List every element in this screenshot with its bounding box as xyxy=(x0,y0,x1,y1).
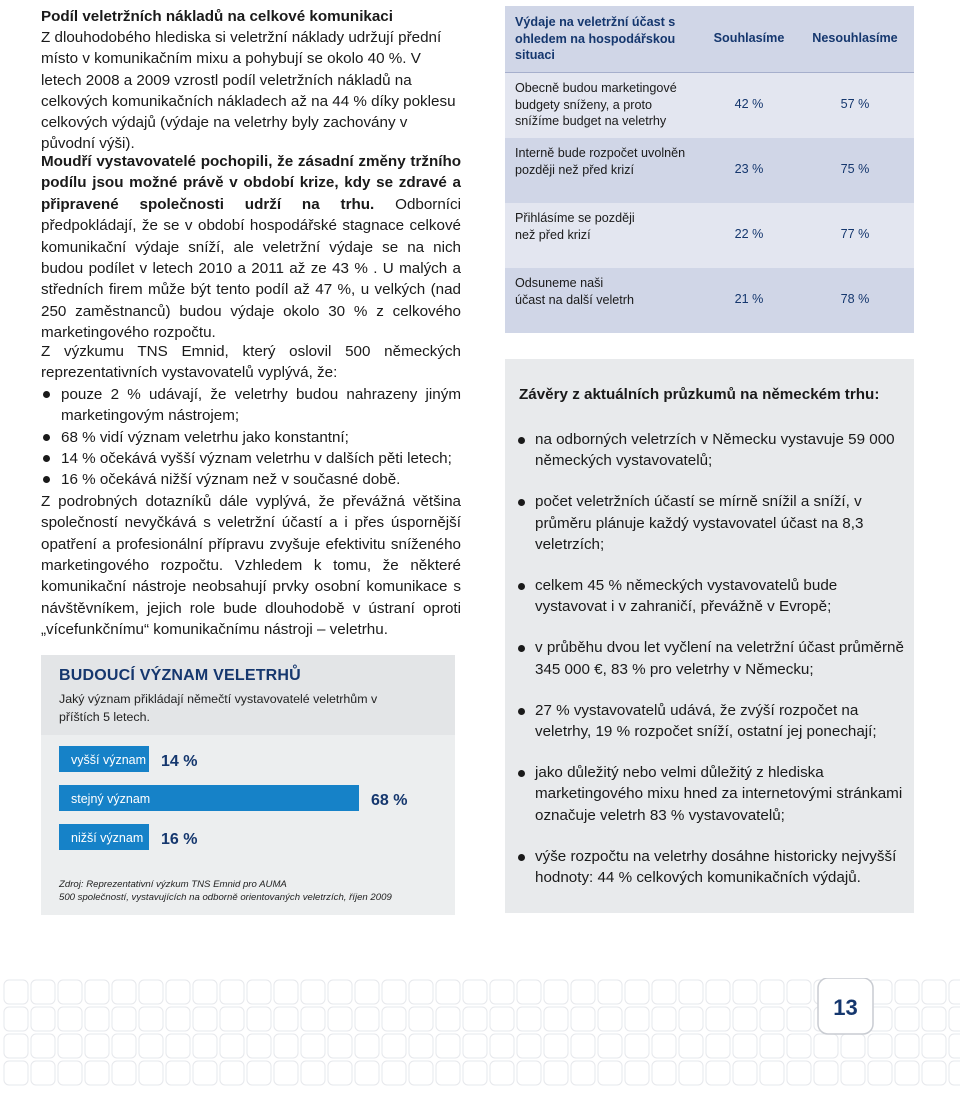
table-cell-statement: Interně bude rozpočet uvolněn později než před krizí xyxy=(515,146,686,177)
grid-cell xyxy=(760,1007,784,1031)
grid-cell xyxy=(733,1007,757,1031)
grid-cell xyxy=(328,1034,352,1058)
survey-table xyxy=(505,6,914,332)
intro-heading: Podíl veletržních nákladů na celkové komunikaci xyxy=(41,8,393,25)
grid-cell xyxy=(4,980,28,1004)
grid-pattern xyxy=(4,980,960,1085)
grid-cell xyxy=(517,980,541,1004)
grid-cell xyxy=(193,1007,217,1031)
table-header-row xyxy=(505,6,914,72)
grid-cell xyxy=(274,1007,298,1031)
grid-cell xyxy=(31,1007,55,1031)
page-number: 13 xyxy=(833,995,858,1020)
grid-cell xyxy=(895,980,919,1004)
grid-cell xyxy=(652,980,676,1004)
grid-cell xyxy=(598,1007,622,1031)
crisis-bold-text: Moudří vystavovatelé pochopili, že zásadní změny tržního podílu jsou možné právě v období krize, kdy se zdravé a připravené společnosti udrží na trhu. xyxy=(41,153,461,213)
grid-cell xyxy=(58,1034,82,1058)
grid-cell xyxy=(382,980,406,1004)
table-row xyxy=(505,73,914,138)
grid-cell xyxy=(571,1061,595,1085)
chart-title: BUDOUCÍ VÝZNAM VELETRHŮ xyxy=(59,667,301,684)
bar-category-label: stejný význam xyxy=(71,792,151,806)
grid-cell xyxy=(679,1007,703,1031)
grid-cell xyxy=(679,980,703,1004)
grid-cell xyxy=(355,1007,379,1031)
grid-cell xyxy=(463,1061,487,1085)
grid-cell xyxy=(85,1007,109,1031)
grid-cell xyxy=(409,1007,433,1031)
table-cell-disagree: 78 % xyxy=(840,292,870,306)
grid-cell xyxy=(301,1061,325,1085)
grid-cell xyxy=(31,1061,55,1085)
chart-subtitle: Jaký význam přikládají němečtí vystavovatelé veletrhům v příštích 5 letech. xyxy=(59,692,378,724)
conclusions-list xyxy=(515,429,907,908)
grid-cell xyxy=(85,1061,109,1085)
grid-cell xyxy=(328,1007,352,1031)
grid-cell xyxy=(139,980,163,1004)
chart-source-line: 500 společností, vystavujících na odborně orientovaných veletrzích, říjen 2009 xyxy=(59,892,392,903)
table-header-statement: Výdaje na veletržní účast s ohledem na hospodářskou situaci xyxy=(515,15,676,62)
grid-cell xyxy=(949,1007,960,1031)
grid-cell xyxy=(31,980,55,1004)
grid-cell xyxy=(166,1007,190,1031)
grid-cell xyxy=(355,980,379,1004)
table-cell-statement: Obecně budou marketingové budgety sníženy, a proto snížíme budget na veletrhy xyxy=(515,81,677,128)
grid-cell xyxy=(652,1061,676,1085)
grid-cell xyxy=(625,980,649,1004)
crisis-text: Odborníci předpokládají, že se v období hospodářské stagnace celkové komunikační výdaje sníží, ale veletržní výdaje se na nich budou podílet v letech 2010 a 2011 až ze 43 % . U malých a středních firem může být tento podíl až 47 %, u velkých (nad 250 zaměstnanců) budou výdaje okolo 30 % z celkového marketingového rozpočtu. xyxy=(41,195,461,342)
grid-cell xyxy=(382,1034,406,1058)
grid-cell xyxy=(571,1007,595,1031)
grid-cell xyxy=(490,1034,514,1058)
grid-cell xyxy=(463,980,487,1004)
grid-cell xyxy=(760,980,784,1004)
grid-cell xyxy=(463,1034,487,1058)
grid-cell xyxy=(517,1007,541,1031)
grid-cell xyxy=(4,1061,28,1085)
bar-chart-svg xyxy=(41,735,455,875)
bar-category-label: nižší význam xyxy=(71,831,144,845)
grid-cell xyxy=(922,1061,946,1085)
table-row xyxy=(505,138,914,203)
grid-cell xyxy=(679,1034,703,1058)
grid-cell xyxy=(409,1034,433,1058)
bar-value-label: 14 % xyxy=(161,753,198,770)
list-item: v průběhu dvou let vyčlení na veletržní účast průměrně 345 000 €, 83 % pro veletrhy v Německu; xyxy=(515,637,907,679)
survey-bullet-list xyxy=(41,384,461,491)
list-item: výše rozpočtu na veletrhy dosáhne historicky nejvyšší hodnoty: 44 % celkových komunikačních výdajů. xyxy=(515,846,907,888)
grid-cell xyxy=(355,1034,379,1058)
grid-cell xyxy=(517,1061,541,1085)
grid-cell xyxy=(787,1034,811,1058)
table-cell-statement: Přihlásíme se později než před krizí xyxy=(515,211,635,242)
grid-cell xyxy=(652,1007,676,1031)
table-cell-agree: 21 % xyxy=(734,292,764,306)
grid-cell xyxy=(949,980,960,1004)
bar-category-label: vyšší význam xyxy=(71,753,147,767)
grid-cell xyxy=(598,980,622,1004)
grid-cell xyxy=(85,980,109,1004)
grid-cell xyxy=(733,980,757,1004)
grid-cell xyxy=(922,1007,946,1031)
grid-cell xyxy=(166,980,190,1004)
grid-cell xyxy=(625,1034,649,1058)
list-item: jako důležitý nebo velmi důležitý z hlediska marketingového mixu hned za internetovými stránkami označuje veletrh 83 % vystavovatelů; xyxy=(515,762,907,826)
grid-cell xyxy=(733,1034,757,1058)
grid-cell xyxy=(301,980,325,1004)
grid-cell xyxy=(4,1034,28,1058)
grid-cell xyxy=(112,1007,136,1031)
grid-cell xyxy=(841,1061,865,1085)
grid-cell xyxy=(409,980,433,1004)
survey-intro: Z výzkumu TNS Emnid, který oslovil 500 německých reprezentativních vystavovatelů vyplývá, že: xyxy=(41,343,461,382)
grid-cell xyxy=(220,1061,244,1085)
grid-cell xyxy=(4,1007,28,1031)
grid-cell xyxy=(463,1007,487,1031)
grid-cell xyxy=(490,1007,514,1031)
grid-cell xyxy=(895,1007,919,1031)
grid-cell xyxy=(544,1034,568,1058)
grid-cell xyxy=(706,1007,730,1031)
grid-cell xyxy=(31,1034,55,1058)
crisis-paragraph xyxy=(41,151,461,344)
grid-cell xyxy=(139,1007,163,1031)
grid-cell xyxy=(787,980,811,1004)
grid-cell xyxy=(436,1034,460,1058)
grid-cell xyxy=(544,980,568,1004)
future-importance-chart xyxy=(41,655,455,915)
grid-cell xyxy=(598,1034,622,1058)
grid-cell xyxy=(193,1061,217,1085)
grid-cell xyxy=(733,1061,757,1085)
grid-cell xyxy=(193,1034,217,1058)
grid-cell xyxy=(247,1007,271,1031)
grid-cell xyxy=(139,1061,163,1085)
grid-cell xyxy=(328,1061,352,1085)
grid-cell xyxy=(58,1007,82,1031)
list-item: na odborných veletrzích v Německu vystavuje 59 000 německých vystavovatelů; xyxy=(515,429,907,471)
grid-cell xyxy=(544,1007,568,1031)
grid-cell xyxy=(598,1061,622,1085)
grid-cell xyxy=(112,1034,136,1058)
grid-cell xyxy=(85,1034,109,1058)
table-cell-disagree: 75 % xyxy=(840,162,870,176)
grid-cell xyxy=(166,1061,190,1085)
grid-cell xyxy=(436,1061,460,1085)
grid-cell xyxy=(490,980,514,1004)
grid-cell xyxy=(706,980,730,1004)
grid-cell xyxy=(301,1007,325,1031)
grid-cell xyxy=(193,980,217,1004)
table-row xyxy=(505,268,914,333)
grid-cell xyxy=(382,1061,406,1085)
grid-cell xyxy=(571,1034,595,1058)
grid-cell xyxy=(247,980,271,1004)
grid-cell xyxy=(652,1034,676,1058)
table-cell-agree: 22 % xyxy=(734,227,764,241)
list-item: 14 % očekává vyšší význam veletrhu v dalších pěti letech; xyxy=(41,448,461,469)
grid-cell xyxy=(112,980,136,1004)
list-item: celkem 45 % německých vystavovatelů bude vystavovat i v zahraničí, převážně v Evropě; xyxy=(515,575,907,617)
intro-text: Z dlouhodobého hlediska si veletržní náklady udržují přední místo v komunikačním mixu a pohybují se okolo 40 %. V letech 2008 a 2009 vzrostl podíl veletržních nákladů na celkových komunikačních nákladech až na 44 % díky poklesu celkových výdajů (výdaje na veletrhy byly zachovány v původní výši). xyxy=(41,29,456,153)
survey-paragraph xyxy=(41,341,461,641)
chart-source xyxy=(59,878,392,904)
grid-cell xyxy=(58,980,82,1004)
grid-cell xyxy=(328,980,352,1004)
chart-source-line: Zdroj: Reprezentativní výzkum TNS Emnid pro AUMA xyxy=(59,879,287,890)
grid-cell xyxy=(814,1061,838,1085)
grid-cell xyxy=(814,1034,838,1058)
grid-cell xyxy=(679,1061,703,1085)
table-header-agree: Souhlasíme xyxy=(713,31,785,45)
grid-cell xyxy=(436,1007,460,1031)
grid-cell xyxy=(490,1061,514,1085)
grid-cell xyxy=(787,1061,811,1085)
list-item: 27 % vystavovatelů udává, že zvýší rozpočet na veletrhy, 19 % rozpočet sníží, ostatní jej ponechají; xyxy=(515,700,907,742)
table-row xyxy=(505,203,914,268)
grid-cell xyxy=(139,1034,163,1058)
grid-cell xyxy=(760,1061,784,1085)
conclusions-box xyxy=(505,359,914,913)
grid-cell xyxy=(922,1034,946,1058)
grid-cell xyxy=(247,1061,271,1085)
grid-cell xyxy=(220,1034,244,1058)
grid-cell xyxy=(112,1061,136,1085)
grid-cell xyxy=(517,1034,541,1058)
table-header-disagree: Nesouhlasíme xyxy=(812,31,898,45)
survey-outro: Z podrobných dotazníků dále vyplývá, že převážná většina společností nevyčkává s veletržní účastí a i přes úspornější opatření a profesionální přípravu zvyšuje efektivitu sníženého marketingového rozpočtu. Vzhledem k tomu, že některé komunikační nástroje neobsahují prvky osobní komunikace s návštěvníkem, jejich role bude dlouhodobě v ústraní oproti „vícefunkčnímu“ komunikačnímu nástroji – veletrhu. xyxy=(41,492,461,639)
grid-cell xyxy=(247,1034,271,1058)
grid-cell xyxy=(274,980,298,1004)
list-item: 68 % vidí význam veletrhu jako konstantní; xyxy=(41,427,461,448)
grid-cell xyxy=(949,1061,960,1085)
list-item: pouze 2 % udávají, že veletrhy budou nahrazeny jiným marketingovým nástrojem; xyxy=(41,384,461,427)
chart-body xyxy=(41,735,455,915)
grid-cell xyxy=(436,980,460,1004)
grid-cell xyxy=(355,1061,379,1085)
grid-cell xyxy=(922,980,946,1004)
intro-paragraph xyxy=(41,6,461,154)
table-cell-agree: 23 % xyxy=(734,162,764,176)
conclusions-title: Závěry z aktuálních průzkumů na německém trhu: xyxy=(519,386,880,403)
grid-cell xyxy=(571,980,595,1004)
footer-grid-decoration xyxy=(0,978,960,1094)
grid-cell xyxy=(166,1034,190,1058)
grid-cell xyxy=(841,1034,865,1058)
grid-cell xyxy=(868,1061,892,1085)
grid-cell xyxy=(625,1061,649,1085)
grid-cell xyxy=(220,980,244,1004)
table-cell-statement: Odsuneme naši účast na další veletrh xyxy=(515,276,635,307)
grid-cell xyxy=(949,1034,960,1058)
grid-cell xyxy=(706,1061,730,1085)
grid-cell xyxy=(787,1007,811,1031)
list-item: 16 % očekává nižší význam než v současné době. xyxy=(41,469,461,490)
bar-value-label: 68 % xyxy=(371,792,408,809)
table-cell-disagree: 57 % xyxy=(840,97,870,111)
grid-cell xyxy=(760,1034,784,1058)
list-item: počet veletržních účastí se mírně snížil a sníží, v průměru plánuje každý vystavovatel účast na 8,3 veletrzích; xyxy=(515,491,907,555)
grid-cell xyxy=(868,1034,892,1058)
grid-cell xyxy=(895,1034,919,1058)
grid-cell xyxy=(544,1061,568,1085)
grid-cell xyxy=(58,1061,82,1085)
grid-cell xyxy=(382,1007,406,1031)
chart-header xyxy=(41,655,455,735)
bar-value-label: 16 % xyxy=(161,831,198,848)
table-cell-disagree: 77 % xyxy=(840,227,870,241)
table-cell-agree: 42 % xyxy=(734,97,764,111)
grid-cell xyxy=(625,1007,649,1031)
grid-cell xyxy=(301,1034,325,1058)
grid-cell xyxy=(895,1061,919,1085)
grid-cell xyxy=(220,1007,244,1031)
grid-cell xyxy=(706,1034,730,1058)
grid-cell xyxy=(409,1061,433,1085)
grid-cell xyxy=(274,1061,298,1085)
grid-cell xyxy=(274,1034,298,1058)
